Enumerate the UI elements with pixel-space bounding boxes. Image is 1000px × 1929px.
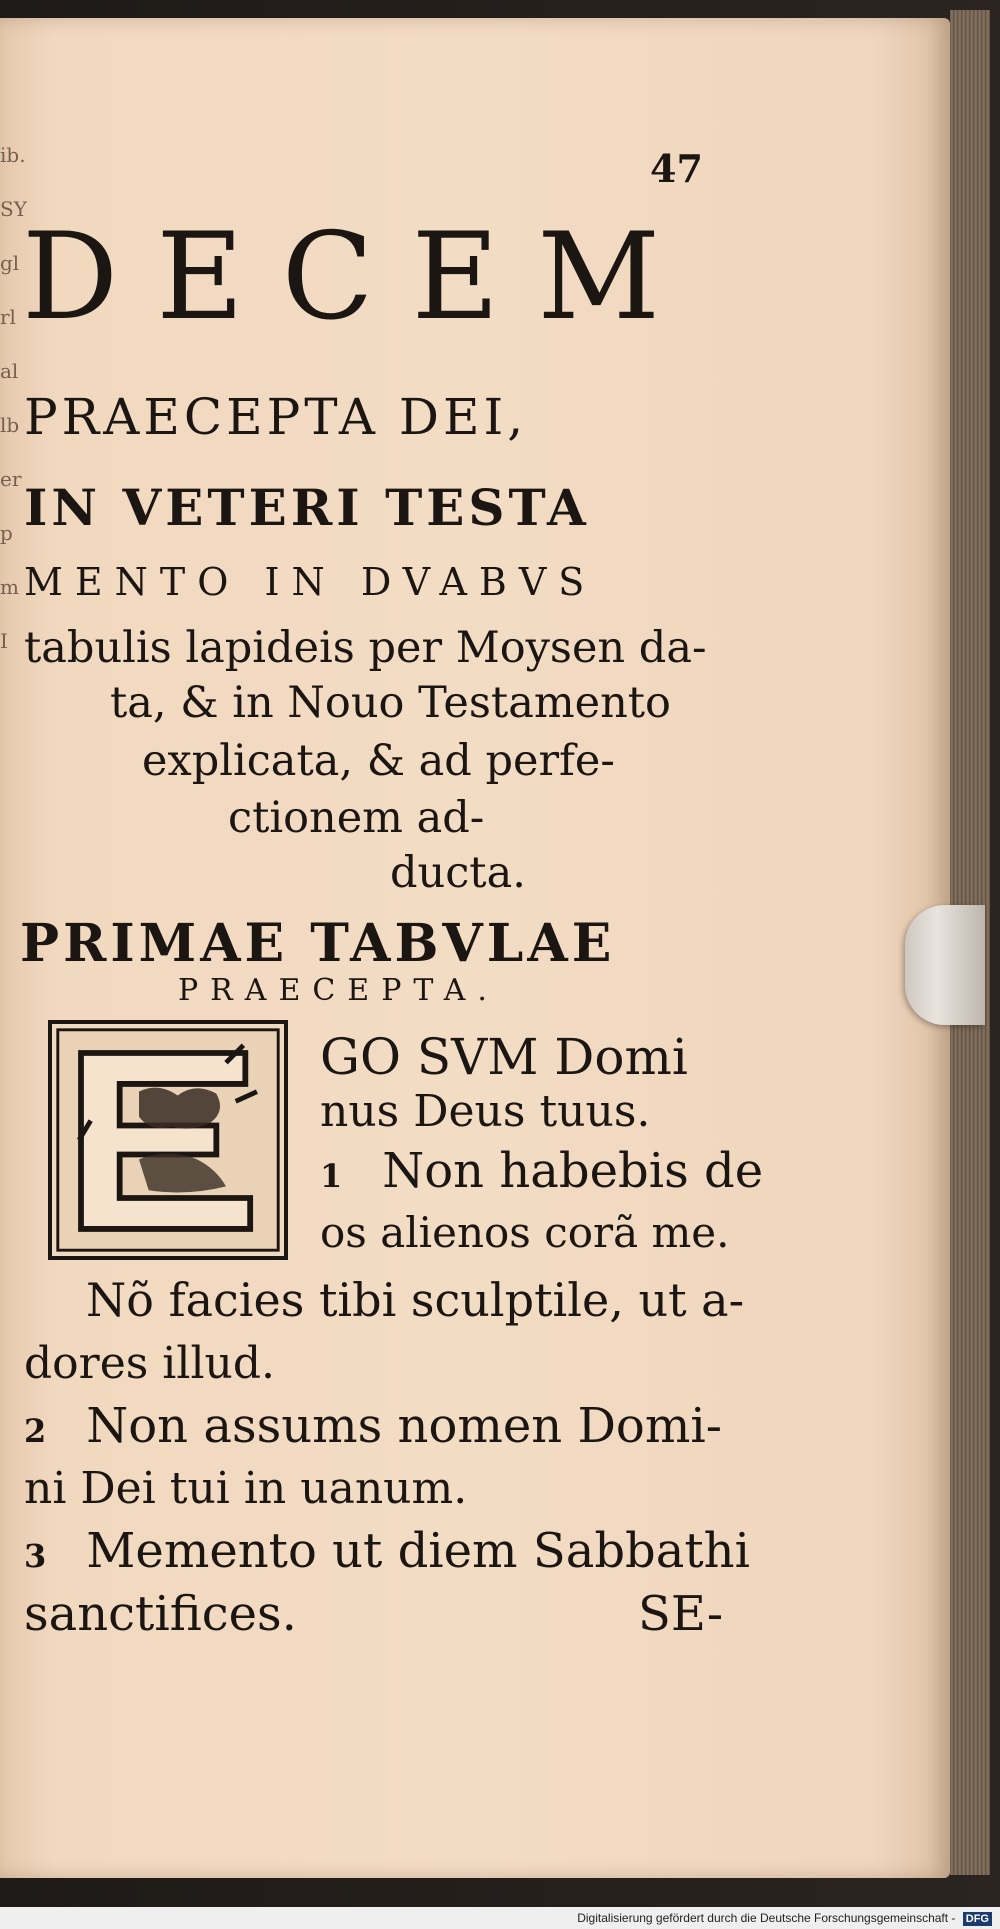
- catchword: SE-: [638, 1586, 724, 1642]
- book-page: [0, 18, 950, 1878]
- page-clip: [905, 905, 985, 1025]
- commandment-line: ni Dei tui in uanum.: [24, 1463, 468, 1514]
- body-line: ta, & in Nouo Testamento: [110, 678, 671, 728]
- woodcut-initial-icon: [52, 1024, 284, 1256]
- margin-fragment: rl: [0, 305, 16, 329]
- previous-page-margin: [0, 128, 27, 1008]
- commandment-line: [24, 1523, 750, 1579]
- decorated-initial-e: [48, 1020, 288, 1260]
- section-subheading: PRAECEPTA.: [178, 973, 499, 1008]
- margin-fragment: er: [0, 467, 22, 491]
- margin-fragment: p: [0, 521, 13, 545]
- margin-fragment: I: [0, 629, 8, 653]
- commandment-line: [320, 1143, 763, 1199]
- commandment-line: Nõ facies tibi sculptile, ut a-: [86, 1273, 745, 1327]
- body-line: ctionem ad-: [228, 793, 485, 843]
- body-line: tabulis lapideis per Moysen da-: [24, 623, 707, 673]
- commandment-text: Non habebis de: [382, 1143, 764, 1199]
- commandment-text: Non assums nomen Domi-: [86, 1398, 722, 1454]
- heading-line: MENTO IN DVABVS: [24, 560, 597, 604]
- margin-fragment: gl: [0, 251, 20, 275]
- footer-bar: [0, 1907, 1000, 1929]
- page-title: DECEM: [22, 208, 699, 347]
- margin-fragment: lb: [0, 413, 20, 437]
- margin-fragment: SY: [0, 197, 27, 221]
- commandment-line: nus Deus tuus.: [320, 1086, 651, 1137]
- commandment-number: 3: [24, 1537, 47, 1575]
- margin-fragment: ib.: [0, 143, 26, 167]
- commandment-line: sanctifices.: [24, 1586, 297, 1642]
- footer-text: Digitalisierung gefördert durch die Deutsche Forschungsgemeinschaft -: [577, 1911, 956, 1925]
- dfg-logo-icon: DFG: [963, 1912, 992, 1926]
- commandment-number: 1: [320, 1157, 343, 1195]
- commandment-line: dores illud.: [24, 1338, 276, 1389]
- commandment-line: GO SVM Domi: [320, 1028, 688, 1086]
- body-line: explicata, & ad perfe-: [142, 736, 615, 786]
- commandment-line: os alienos corã me.: [320, 1208, 730, 1257]
- margin-fragment: al: [0, 359, 19, 383]
- commandment-line: [24, 1398, 722, 1454]
- section-heading: PRIMAE TABVLAE: [20, 913, 616, 974]
- body-line: ducta.: [390, 848, 526, 898]
- page-number: 47: [650, 146, 703, 191]
- heading-line: IN VETERI TESTA: [24, 478, 590, 537]
- margin-fragment: m: [0, 575, 19, 599]
- commandment-number: 2: [24, 1412, 47, 1450]
- commandment-text: Memento ut diem Sabbathi: [86, 1523, 750, 1579]
- heading-line: PRAECEPTA DEI,: [24, 388, 528, 446]
